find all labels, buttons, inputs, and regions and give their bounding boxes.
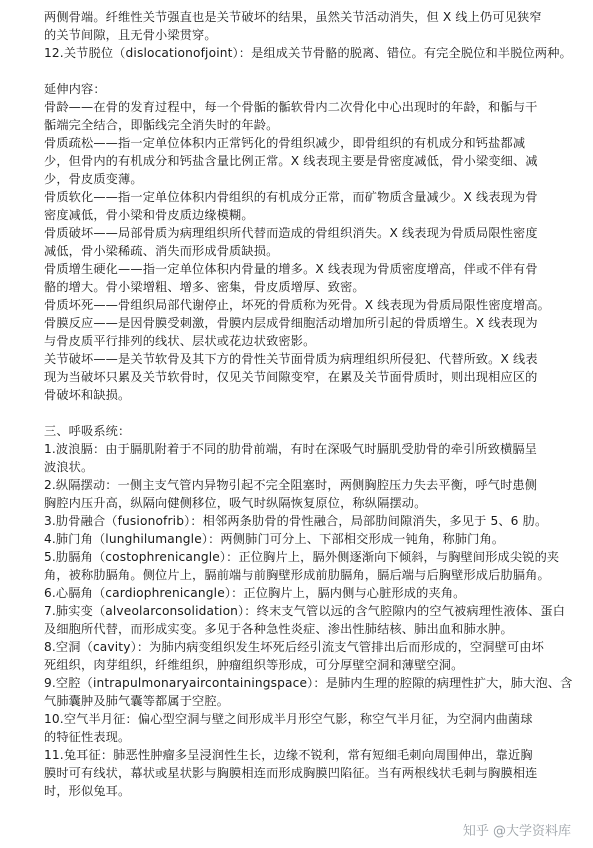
text-line: 7.肺实变（alveolarconsolidation）：终末支气管以远的含气腔隙内的空气被病理性液体、蛋白	[44, 604, 566, 618]
text-line: 骨破坏和缺损。	[44, 388, 131, 402]
text-line: 少，但骨内的有机成分和钙盐含量比例正常。X 线表现主要是骨密度减低，骨小梁变细、减	[44, 154, 538, 168]
text-line: 的关节间隙，且无骨小梁贯穿。	[44, 28, 217, 42]
text-line: 两侧骨端。纤维性关节强直也是关节破坏的结果，虽然关节活动消失，但 X 线上仍可见狭窄	[44, 10, 542, 24]
text-line: 骺端完全结合，即骺线完全消失时的年龄。	[44, 118, 279, 132]
text-line: 膜时可有线状，幕状或星状影与胸膜相连而形成胸膜凹陷征。当有两根线状毛刺与胸膜相连	[44, 766, 538, 780]
text-line: 波浪状。	[44, 460, 94, 474]
text-line: 骨膜反应——是因骨膜受刺激，骨膜内层成骨细胞活动增加所引起的骨质增生。X 线表现为	[44, 316, 538, 330]
text-line: 角，被称肋膈角。侧位片上，膈前端与前胸壁形成前肋膈角，膈后端与后胸壁形成后肋膈角。	[44, 568, 550, 582]
text-line: 10.空气半月征：偏心型空洞与壁之间形成半月形空气影，称空气半月征，为空洞内曲菌球	[44, 712, 533, 726]
text-line: 少，骨皮质变薄。	[44, 172, 143, 186]
text-line: 胸腔内压升高，纵隔向健侧移位，吸气时纵隔恢复原位，称纵隔摆动。	[44, 496, 427, 510]
text-line: 骨质坏死——骨组织局部代谢停止，坏死的骨质称为死骨。X 线表现为骨质局限性密度增高。	[44, 298, 551, 312]
text-line: 关节破坏——是关节软骨及其下方的骨性关节面骨质为病理组织所侵犯、代替所致。X 线表	[44, 352, 538, 366]
text-line: 骨龄——在骨的发育过程中，每一个骨骺的骺软骨内二次骨化中心出现时的年龄，和骺与干	[44, 100, 538, 114]
text-line: 及细胞所代替，而形成实变。多见于各种急性炎症、渗出性肺结核、肺出血和肺水肿。	[44, 622, 513, 636]
text-line: 骨质疏松——指一定单位体积内正常钙化的骨组织减少，即骨组织的有机成分和钙盐都减	[44, 136, 526, 150]
text-line: 5.肋膈角（costophrenicangle）：正位胸片上，膈外侧逐渐向下倾斜，与胸壁间形成尖锐的夹	[44, 550, 560, 564]
text-line: 2.纵隔摆动：一侧主支气管内异物引起不完全阻塞时，两侧胸腔压力失去平衡，呼气时患侧	[44, 478, 538, 492]
text-line: 延伸内容：	[44, 82, 106, 96]
text-line: 的特征性表现。	[44, 730, 131, 744]
text-line: 9.空腔（intrapulmonaryaircontainingspace）：是肺内生理的腔隙的病理性扩大，肺大泡、含	[44, 676, 573, 690]
text-line: 3.肋骨融合（fusionofrib）：相邻两条肋骨的骨性融合，局部肋间隙消失，多见于 5、6 肋。	[44, 514, 548, 528]
text-line: 与骨皮质平行排列的线状、层状或花边状致密影。	[44, 334, 316, 348]
text-line: 骨质破坏——局部骨质为病理组织所代替而造成的骨组织消失。X 线表现为骨质局限性密度	[44, 226, 538, 240]
text-line: 1.波浪膈：由于膈肌附着于不同的肋骨前端，有时在深吸气时膈肌受肋骨的牵引所致横膈呈	[44, 442, 538, 456]
text-line: 12.关节脱位（dislocationofjoint）：是组成关节骨骼的脱离、错位。有完全脱位和半脱位两种。	[44, 46, 572, 60]
text-line: 8.空洞（cavity）：为肺内病变组织发生坏死后经引流支气管排出后而形成的，空洞壁可由坏	[44, 640, 544, 654]
text-line: 密度减低，骨小梁和骨皮质边缘模糊。	[44, 208, 254, 222]
text-line: 骨质软化——指一定单位体积内骨组织的有机成分正常，而矿物质含量减少。X 线表现为骨	[44, 190, 538, 204]
text-line: 三、呼吸系统：	[44, 424, 131, 438]
text-line: 4.肺门角（lunghilumangle）：两侧肺门可分上、下部相交形成一钝角，称肺门角。	[44, 532, 505, 546]
text-line: 死组织，肉芽组织，纤维组织，肿瘤组织等形成，可分厚壁空洞和薄壁空洞。	[44, 658, 464, 672]
text-line: 时，形似兔耳。	[44, 784, 131, 798]
text-line: 减低，骨小梁稀疏、消失而形成骨质缺损。	[44, 244, 279, 258]
text-line: 6.心膈角（cardiophrenicangle）：正位胸片上，膈内侧与心脏形成的夹角。	[44, 586, 466, 600]
text-line: 气肺囊肿及肺气囊等都属于空腔。	[44, 694, 230, 708]
text-line: 11.兔耳征：肺恶性肿瘤多呈浸润性生长，边缘不锐利，常有短细毛刺向周围伸出，靠近胸	[44, 748, 533, 762]
zhihu-watermark: 知乎 @大学资料库	[462, 824, 571, 839]
text-line: 骨质增生硬化——指一定单位体积内骨量的增多。X 线表现为骨质密度增高，伴或不伴有骨	[44, 262, 538, 276]
text-line: 现为当破坏只累及关节软骨时，仅见关节间隙变窄，在累及关节面骨质时，则出现相应区的	[44, 370, 538, 384]
text-line: 骼的增大。骨小梁增粗、增多、密集，骨皮质增厚、致密。	[44, 280, 365, 294]
